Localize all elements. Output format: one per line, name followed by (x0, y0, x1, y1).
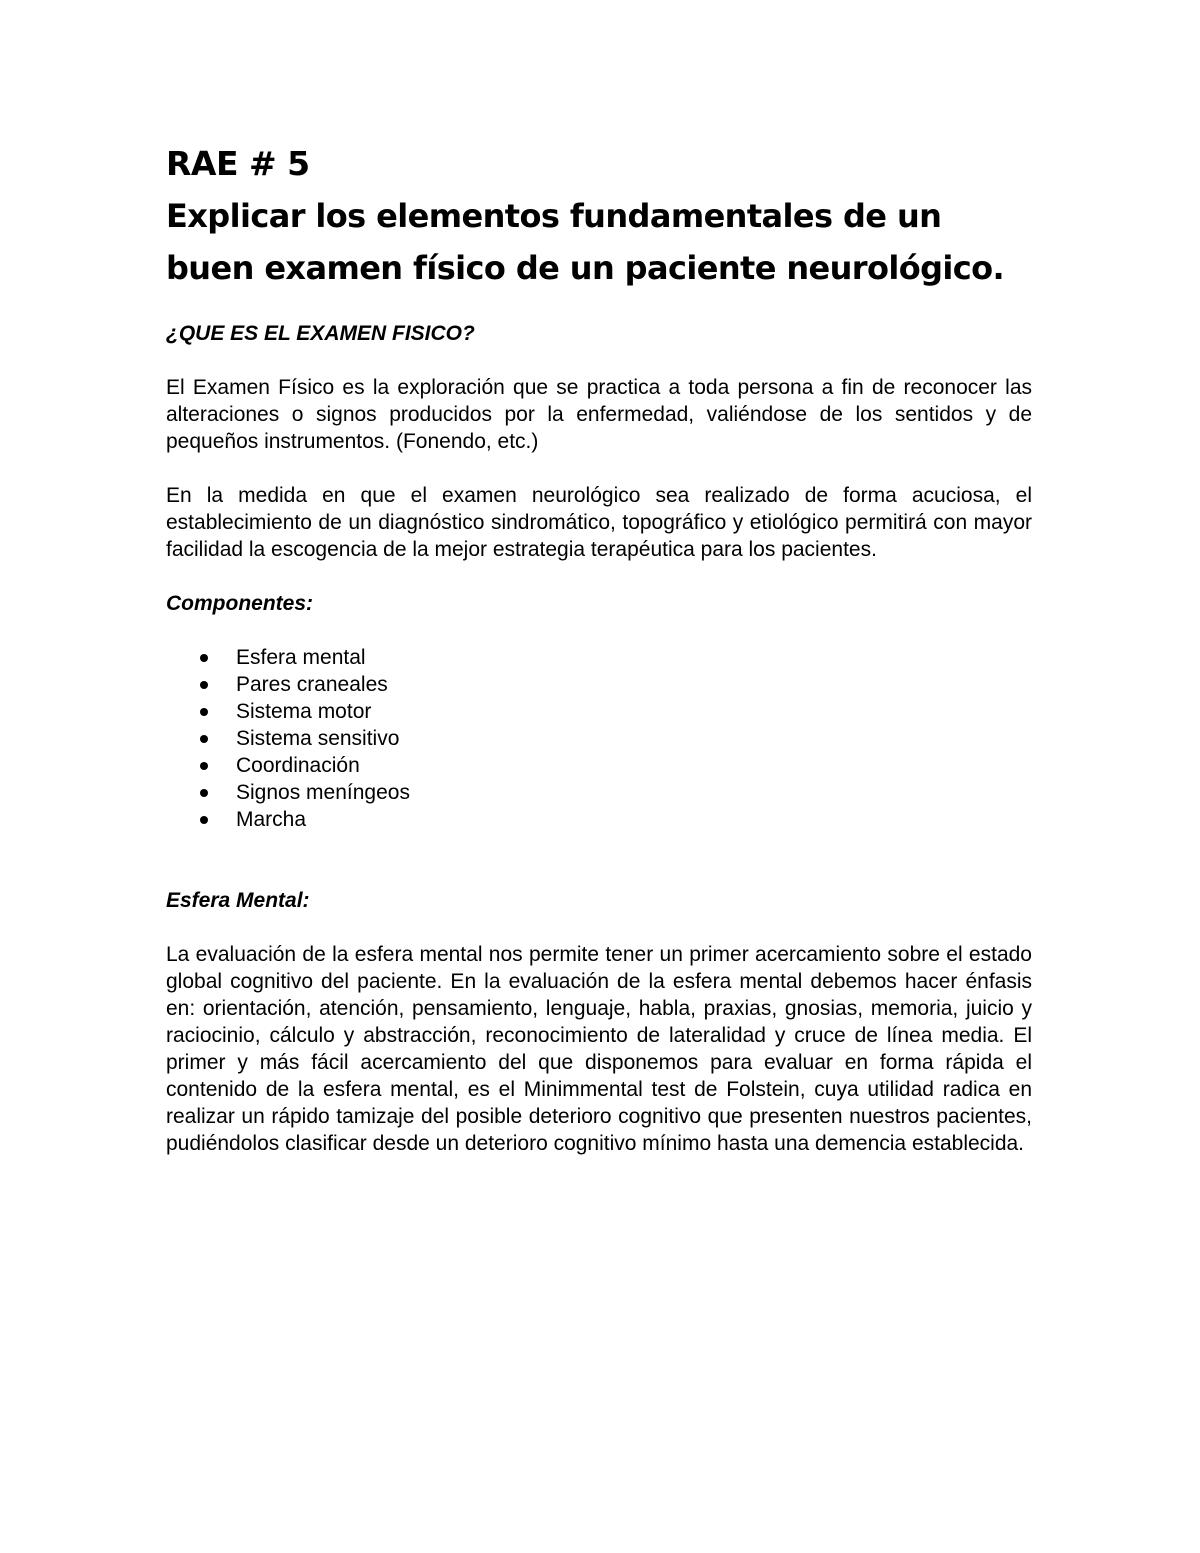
bullet-icon (200, 816, 208, 824)
bullet-icon (200, 735, 208, 743)
list-item-label: Sistema sensitivo (236, 727, 400, 750)
list-item (166, 725, 1032, 752)
list-item-label: Sistema motor (236, 700, 372, 723)
bullet-icon (200, 708, 208, 716)
list-item (166, 806, 1032, 833)
list-item-label: Marcha (236, 808, 307, 831)
que-es-paragraph-2: En la medida en que el examen neurológico sea realizado de forma acuciosa, el establecimiento de un diagnóstico sindromático, topográfico y etiológico permitirá con mayor facilidad la escogencia de la mejor estrategia terapéutica para los pacientes. (166, 484, 1032, 561)
que-es-heading: ¿QUE ES EL EXAMEN FISICO? (166, 322, 475, 345)
list-item-label: Esfera mental (236, 646, 366, 669)
bullet-icon (200, 654, 208, 662)
esfera-mental-heading: Esfera Mental: (166, 889, 310, 912)
list-item (166, 671, 1032, 698)
document-subtitle: Explicar los elementos fundamentales de un buen examen físico de un paciente neurológico. (166, 197, 1005, 287)
list-item (166, 644, 1032, 671)
bullet-icon (200, 789, 208, 797)
document-page (166, 138, 1032, 1184)
esfera-mental-paragraph: La evaluación de la esfera mental nos permite tener un primer acercamiento sobre el estado global cognitivo del paciente. En la evaluación de la esfera mental debemos hacer énfasis en: orientación, atención, pensamiento, lenguaje, habla, praxias, gnosias, memoria, juicio y raciocinio, cálculo y abstracción, reconocimiento de lateralidad y cruce de línea media. El primer y más fácil acercamiento del que disponemos para evaluar en forma rápida el contenido de la esfera mental, es el Minimmental test de Folstein, cuya utilidad radica en realizar un rápido tamizaje del posible deterioro cognitivo que presenten nuestros pacientes, pudiéndolos clasificar desde un deterioro cognitivo mínimo hasta una demencia establecida. (166, 943, 1032, 1155)
list-item (166, 752, 1032, 779)
document-title: RAE # 5 (166, 144, 310, 183)
bullet-icon (200, 762, 208, 770)
list-item-label: Pares craneales (236, 673, 388, 696)
list-item (166, 698, 1032, 725)
bullet-icon (200, 681, 208, 689)
que-es-paragraph-1: El Examen Físico es la exploración que se practica a toda persona a fin de reconocer las alteraciones o signos producidos por la enfermedad, valiéndose de los sentidos y de pequeños instrumentos. (Fonendo, etc.) (166, 376, 1032, 453)
list-item-label: Coordinación (236, 754, 360, 777)
list-item (166, 779, 1032, 806)
componentes-heading: Componentes: (166, 592, 313, 615)
list-item-label: Signos meníngeos (236, 781, 410, 804)
componentes-list (166, 644, 1032, 833)
